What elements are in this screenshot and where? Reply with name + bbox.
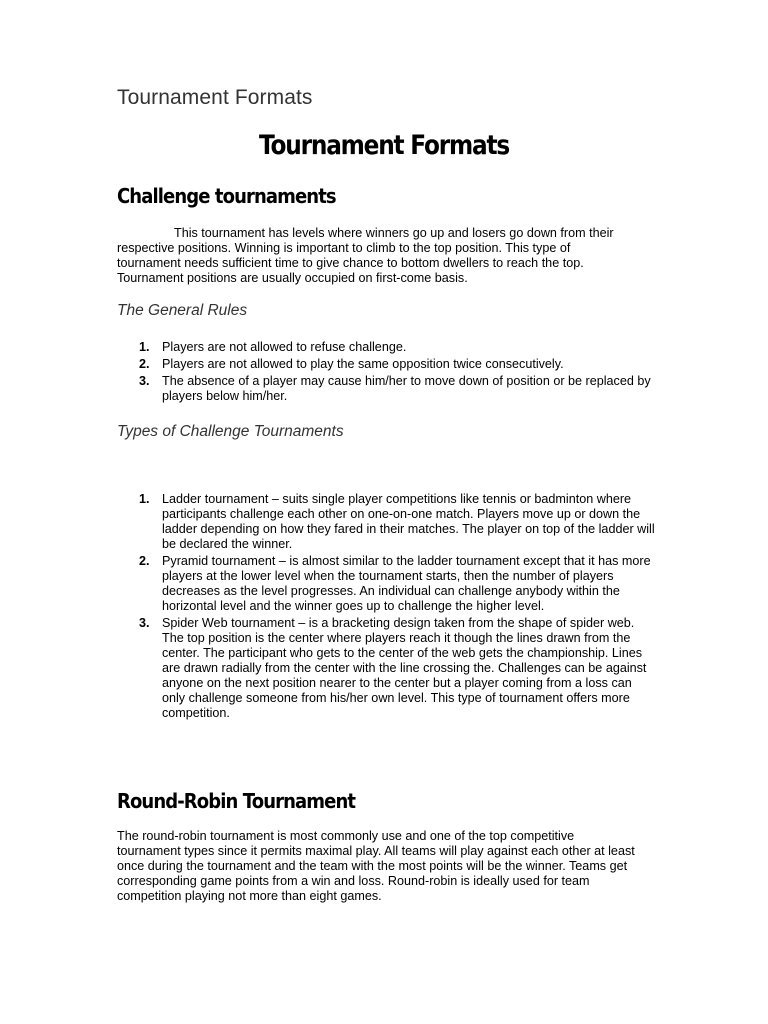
list-item — [117, 492, 657, 552]
round-robin-heading: Round-Robin Tournament — [117, 789, 356, 813]
types-heading: Types of Challenge Tournaments — [117, 423, 344, 440]
challenge-intro-paragraph: This tournament has levels where winners go up and losers go down from their respective positions. Winning is important to climb to the top position. This type of tournament needs sufficient time to give chance to bottom dwellers to reach the top. Tournament positions are usually occupied on first-come basis. — [117, 226, 614, 285]
list-item-text: Spider Web tournament – is a bracketing design taken from the shape of spider web. The top position is the center where players reach it though the lines drawn from the center. The participant who gets to the center of the web gets the championship. Lines are drawn radially from the center with the line crossing the. Challenges can be against anyone on the next position nearer to the center but a player coming from a loss can only challenge someone from his/her own level. This type of tournament offers more competition. — [162, 616, 647, 720]
list-item-text: Players are not allowed to refuse challenge. — [162, 340, 407, 354]
list-item-text: The absence of a player may cause him/her to move down of position or be replaced by players below him/her. — [162, 374, 651, 403]
list-item — [117, 374, 657, 404]
list-item-text: Pyramid tournament – is almost similar to the ladder tournament except that it has more players at the lower level when the tournament starts, then the number of players decreases as the level progresses. An individual can challenge anybody within the horizontal level and the winner goes up to challenge the higher level. — [162, 554, 651, 613]
list-number: 3. — [139, 374, 150, 388]
document-title: Tournament Formats — [117, 86, 313, 109]
types-list — [117, 492, 657, 723]
list-number: 2. — [139, 554, 150, 568]
list-number: 2. — [139, 357, 150, 371]
round-robin-paragraph: The round-robin tournament is most commonly use and one of the top competitive tournament types since it permits maximal play. All teams will play against each other at least once during the tournament and the team with the most points will be the winner. Teams get corresponding game points from a win and loss. Round-robin is ideally used for team competition playing not more than eight games. — [117, 829, 635, 903]
general-rules-heading: The General Rules — [117, 302, 248, 319]
list-number: 1. — [139, 340, 150, 354]
list-item — [117, 554, 657, 614]
list-number: 1. — [139, 492, 150, 506]
main-heading: Tournament Formats — [259, 130, 509, 161]
general-rules-list — [117, 340, 657, 406]
list-item — [117, 357, 657, 372]
list-item-text: Ladder tournament – suits single player competitions like tennis or badminton where participants challenge each other on one-on-one match. Players move up or down the ladder depending on how they fared in their matches. The player on top of the ladder will be declared the winner. — [162, 492, 655, 551]
list-item-text: Players are not allowed to play the same opposition twice consecutively. — [162, 357, 564, 371]
list-item — [117, 340, 657, 355]
list-number: 3. — [139, 616, 150, 630]
list-item — [117, 616, 657, 721]
challenge-tournaments-heading: Challenge tournaments — [117, 184, 336, 208]
